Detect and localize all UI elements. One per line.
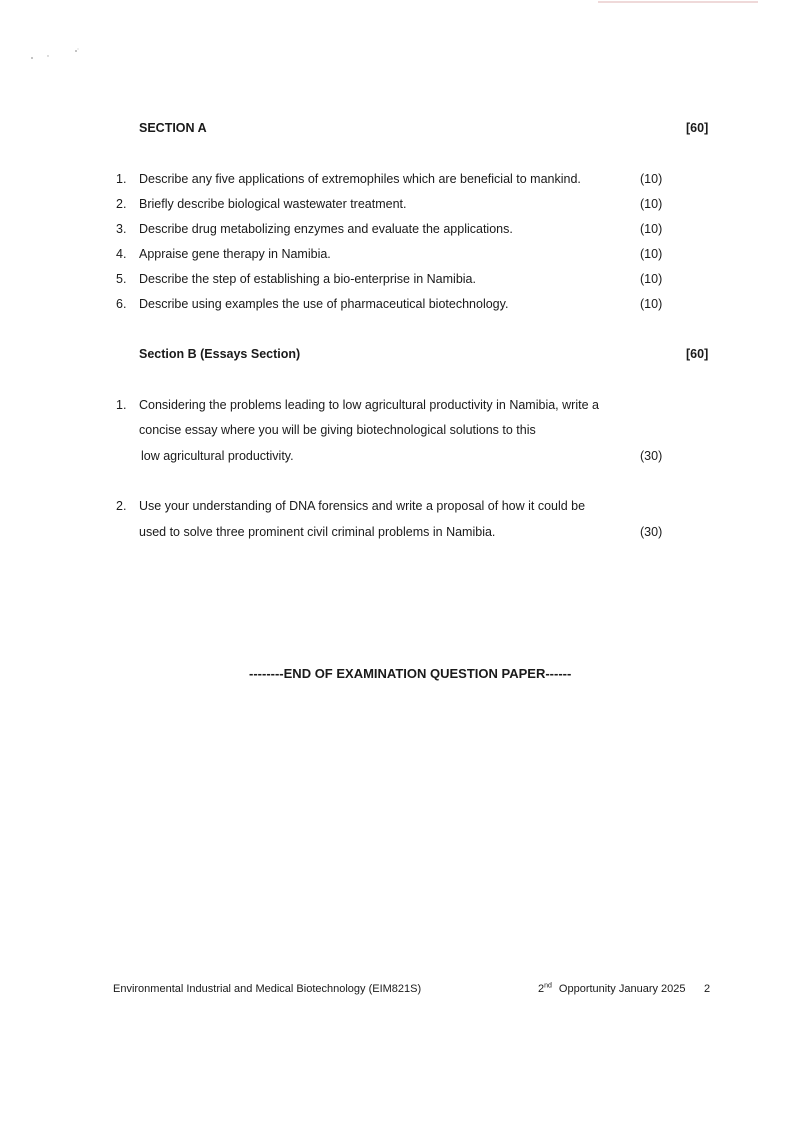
question-marks: (10): [640, 172, 663, 186]
question-text: Describe any five applications of extremophiles which are beneficial to mankind.: [139, 172, 581, 186]
footer-opportunity-suffix: nd: [544, 982, 552, 990]
question-number: 5.: [116, 272, 127, 286]
question-marks: (10): [640, 197, 663, 211]
section-a-total: [60]: [686, 121, 709, 135]
footer-opportunity-ordinal: 2: [538, 983, 545, 995]
question-text-line: Considering the problems leading to low agricultural productivity in Namibia, write a: [139, 398, 599, 412]
question-marks: (10): [640, 247, 663, 261]
question-number: 6.: [116, 297, 127, 311]
question-text-line: low agricultural productivity.: [141, 449, 294, 463]
scan-specks: [30, 46, 90, 62]
footer-course: Environmental Industrial and Medical Biotechnology (EIM821S): [113, 983, 422, 995]
question-text: Describe the step of establishing a bio-enterprise in Namibia.: [139, 272, 476, 286]
question-marks: (30): [640, 449, 663, 463]
footer-page-number: 2: [704, 983, 711, 995]
question-text-line: Use your understanding of DNA forensics and write a proposal of how it could be: [139, 499, 586, 513]
question-text: Appraise gene therapy in Namibia.: [139, 247, 331, 261]
question-number: 1.: [116, 398, 127, 412]
question-text: Briefly describe biological wastewater treatment.: [139, 197, 407, 211]
scan-artifact-line: [598, 1, 758, 3]
question-number: 2.: [116, 197, 127, 211]
footer-opportunity-text: Opportunity January 2025: [558, 983, 686, 995]
question-marks: (10): [640, 297, 663, 311]
section-b-title: Section B (Essays Section): [139, 347, 301, 361]
section-a-title: SECTION A: [139, 121, 207, 135]
question-marks: (10): [640, 222, 663, 236]
section-b-total: [60]: [686, 347, 709, 361]
question-text: Describe using examples the use of pharmaceutical biotechnology.: [139, 297, 509, 311]
question-number: 4.: [116, 247, 127, 261]
question-number: 2.: [116, 499, 127, 513]
question-text-line: used to solve three prominent civil criminal problems in Namibia.: [139, 525, 496, 539]
question-marks: (10): [640, 272, 663, 286]
question-marks: (30): [640, 525, 663, 539]
question-text-line: concise essay where you will be giving biotechnological solutions to this: [139, 423, 536, 437]
question-text: Describe drug metabolizing enzymes and evaluate the applications.: [139, 222, 513, 236]
footer-opportunity: [538, 983, 686, 995]
question-number: 3.: [116, 222, 127, 236]
question-number: 1.: [116, 172, 127, 186]
end-of-paper-notice: --------END OF EXAMINATION QUESTION PAPER------: [249, 666, 572, 681]
